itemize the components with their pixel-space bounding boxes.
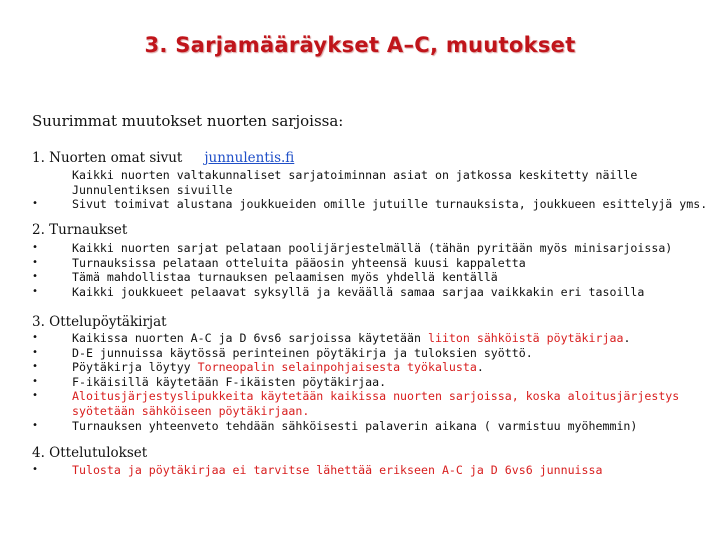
section-3-heading: 3. Ottelupöytäkirjat [32,314,167,330]
list-item [32,375,712,390]
bullet-icon: • [32,390,39,402]
list-item [32,197,712,212]
bullet-icon: • [32,464,39,475]
bullet-icon: • [32,242,39,253]
section-3-list [32,331,712,433]
item-text: F-ikäisillä käytetään F-ikäisten pöytäkirjaa. [72,374,387,389]
bullet-icon: • [32,332,39,343]
list-item [32,256,712,271]
list-item [32,389,712,404]
item-text-highlight: syötetään sähköiseen pöytäkirjaan. [72,403,310,418]
item-text-highlight: liiton sähköistä pöytäkirjaa [427,331,624,345]
item-text: Kaikissa nuorten A-C ja D 6vs6 sarjoissa käytetään [72,331,428,345]
list-item [32,404,712,419]
intro-heading: Suurimmat muutokset nuorten sarjoissa: [32,112,344,130]
item-text: Kaikki nuorten valtakunnaliset sarjatoiminnan asiat on jatkossa keskitetty näille [72,168,638,182]
item-text: Kaikki nuorten sarjat pelataan poolijärjestelmällä (tähän pyritään myös minisarjoissa) [72,241,673,255]
list-item [32,419,712,434]
section-4-heading: 4. Ottelutulokset [32,445,148,461]
list-item [32,331,712,346]
junnulentis-link[interactable]: junnulentis.fi [204,150,295,166]
bullet-icon: • [32,271,39,283]
item-text: Junnulentiksen sivuille [72,182,233,197]
item-text: D-E junnuissa käytössä perinteinen pöytäkirja ja tuloksien syöttö. [72,345,533,360]
list-item [32,183,712,198]
section-2-list [32,241,712,299]
item-text: Sivut toimivat alustana joukkueiden omille jutuille turnauksista, joukkueen esittelyjä yms. [72,197,708,212]
item-text: Turnauksissa pelataan otteluita pääosin yhteensä kuusi kappaletta [72,255,526,270]
list-item [32,168,712,183]
section-2-heading: 2. Turnaukset [32,222,128,238]
list-item [32,241,712,256]
bullet-icon: • [32,419,39,431]
bullet-icon: • [32,198,39,210]
section-1-heading [32,150,294,166]
item-text-highlight: Torneopalin selainpohjaisesta työkalusta [197,360,477,375]
section-1-title: 1. Nuorten omat sivut [32,150,183,166]
list-item [32,463,712,478]
section-4-list [32,463,712,478]
item-text-highlight: Aloitusjärjestyslipukkeita käytetään kaikissa nuorten sarjoissa, koska aloitusjärjestys [72,389,680,404]
section-1-list [32,168,712,212]
list-item [32,285,712,300]
bullet-icon: • [32,346,39,358]
item-text: . [623,331,631,345]
list-item [32,270,712,285]
bullet-icon: • [32,361,39,373]
list-item [32,346,712,361]
list-item [32,360,712,375]
item-text: Kaikki joukkueet pelaavat syksyllä ja keväällä samaa sarjaa vaikkakin eri tasoilla [72,284,645,299]
item-text: . [476,360,484,375]
slide-title: 3. Sarjamääräykset A–C, muutokset [144,33,576,57]
item-text: Pöytäkirja löytyy [72,360,198,375]
item-text: Turnauksen yhteenveto tehdään sähköisesti palaverin aikana ( varmistuu myöhemmin) [72,418,638,433]
item-text: Tämä mahdollistaa turnauksen pelaamisen myös yhdellä kentällä [72,270,498,285]
bullet-icon: • [32,375,39,387]
bullet-icon: • [32,285,39,297]
bullet-icon: • [32,256,39,268]
item-text-highlight: Tulosta ja pöytäkirjaa ei tarvitse lähettää erikseen A-C ja D 6vs6 junnuissa [72,463,603,477]
